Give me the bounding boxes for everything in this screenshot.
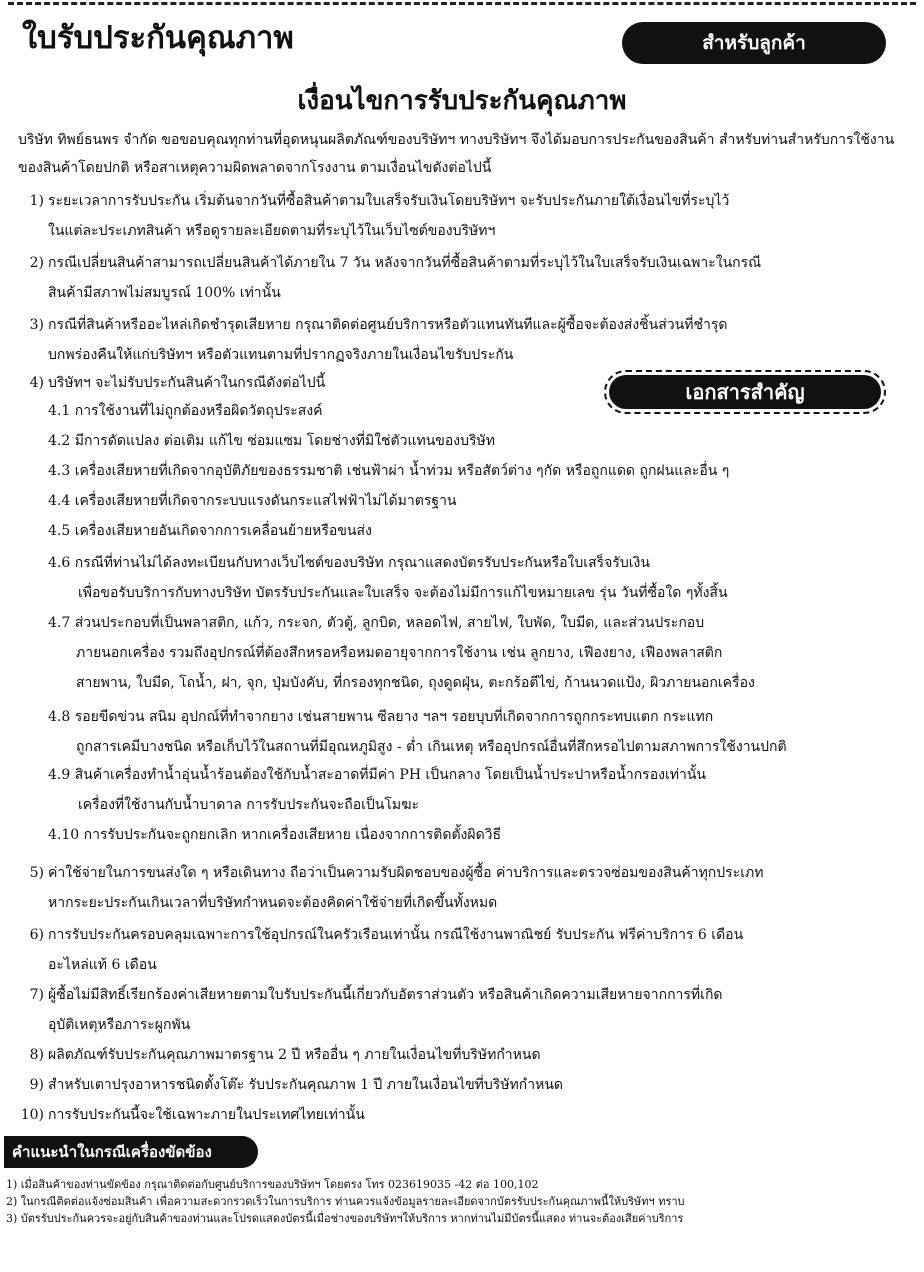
sub-item-line: 4.1 การใช้งานที่ไม่ถูกต้องหรือผิดวัตถุประสงค์: [48, 403, 323, 419]
sub-item-line: 4.2 มีการดัดแปลง ต่อเติม แก้ไข ซ่อมแซม โดยช่างที่มิใช่ตัวแทนของบริษัท: [48, 433, 495, 449]
item-number: 4): [29, 375, 44, 391]
item-line: หากระยะประกันเกินเวลาที่บริษัทกำหนดจะต้องคิดค่าใช้จ่ายที่เกิดขึ้นทั้งหมด: [48, 895, 498, 911]
sub-condition-item: [48, 426, 908, 456]
condition-item: [29, 368, 908, 398]
sub-item-line: เครื่องที่ใช้งานกับน้ำบาดาล การรับประกันจะถือเป็นโมฆะ: [78, 797, 420, 813]
item-line: กรณีเปลี่ยนสินค้าสามารถเปลี่ยนสินค้าได้ภายใน 7 วัน หลังจากวันที่ซื้อสินค้าตามที่ระบุไว้ในใบเสร็จรับเงินเฉพาะในกรณี: [48, 255, 762, 271]
item-line: ในแต่ละประเภทสินค้า หรือดูรายละเอียดตามที่ระบุไว้ในเว็บไซต์ของบริษัทฯ: [48, 223, 496, 239]
sub-condition-item: [48, 760, 908, 820]
item-number: 8): [29, 1047, 44, 1063]
item-line: การรับประกันนี้จะใช้เฉพาะภายในประเทศไทยเท่านั้น: [48, 1107, 365, 1123]
sub-item-line: ถูกสารเคมีบางชนิด หรือเก็บไว้ในสถานที่มีอุณหภูมิสูง - ต่ำ เกินเหตุ หรืออุปกรณ์อื่นที่สึกหรอไปตามสภาพการใช้งานปกติ: [76, 739, 787, 755]
sub-condition-item: [48, 516, 908, 546]
item-line: ผู้ซื้อไม่มีสิทธิ์เรียกร้องค่าเสียหายตามใบรับประกันนี้เกี่ยวกับอัตราส่วนตัว หรือสินค้าเกิดความเสียหายจากการที่เกิด: [48, 987, 723, 1003]
sub-condition-item: [48, 486, 908, 516]
item-number: 5): [29, 865, 44, 881]
condition-item: [29, 858, 908, 918]
sub-condition-item: [48, 702, 908, 762]
item-line: สินค้ามีสภาพไม่สมบูรณ์ 100% เท่านั้น: [48, 285, 281, 301]
sub-item-line: 4.10 การรับประกันจะถูกยกเลิก หากเครื่องเสียหาย เนื่องจากการติดตั้งผิดวิธี: [48, 827, 502, 843]
troubleshooting-note: 2) ในกรณีติดต่อแจ้งซ่อมสินค้า เพื่อความสะดวกรวดเร็วในการบริการ ท่านควรแจ้งข้อมูลรายละเอียดจากบัตรรับประกันคุณภาพนี้ให้บริษัทฯ ทราบ: [6, 1195, 685, 1208]
document-title: ใบรับประกันคุณภาพ: [22, 20, 294, 55]
item-line: บกพร่องคืนให้แก่บริษัทฯ หรือตัวแทนตามที่ปรากฏจริงภายในเงื่อนไขรับประกัน: [48, 347, 514, 363]
item-line: กรณีที่สินค้าหรืออะไหล่เกิดชำรุดเสียหาย กรุณาติดต่อศูนย์บริการหรือตัวแทนทันทีและผู้ซื้อจะต้องส่งชิ้นส่วนที่ชำรุด: [48, 317, 728, 333]
sub-condition-item: [48, 456, 908, 486]
important-document-label: เอกสารสำคัญ: [609, 375, 881, 409]
item-number: 9): [29, 1077, 44, 1093]
condition-item: [29, 1040, 908, 1070]
item-number: 6): [29, 927, 44, 943]
sub-item-line: 4.7 ส่วนประกอบที่เป็นพลาสติก, แก้ว, กระจก, ตัวตู้, ลูกบิด, หลอดไฟ, สายไฟ, ใบพัด, ใบมีด, และส่วนประกอบ: [48, 615, 705, 631]
sub-item-line: 4.8 รอยขีดข่วน สนิม อุปกณ์ที่ทำจากยาง เช่นสายพาน ซีลยาง ฯลฯ รอยบุบที่เกิดจากการถูกกระทบแตก กระแทก: [48, 709, 714, 725]
sub-item-line: ภายนอกเครื่อง รวมถึงอุปกรณ์ที่ต้องสึกหรอหรือหมดอายุจากการใช้งาน เช่น ลูกยาง, เฟืองยาง, เฟืองพลาสติก: [76, 645, 723, 661]
item-line: การรับประกันครอบคลุมเฉพาะการใช้อุปกรณ์ในครัวเรือนเท่านั้น กรณีใช้งานพาณิชย์ รับประกัน ฟรีค่าบริการ 6 เดือน: [48, 927, 744, 943]
sub-item-line: สายพาน, ใบมีด, โถน้ำ, ฝา, จุก, ปุ่มบังคับ, ที่กรองทุกชนิด, ถุงดูดฝุ่น, ตะกร้อตีไข่, ก้านนวดแป้ง, ผิวภายนอกเครื่อง: [76, 675, 755, 691]
top-dashed-border: [8, 2, 916, 5]
item-line: ค่าใช้จ่ายในการขนส่งใด ๆ หรือเดินทาง ถือว่าเป็นความรับผิดชอบของผู้ซื้อ ค่าบริการและตรวจซ่อมของสินค้าทุกประเภท: [48, 865, 764, 881]
condition-item: [29, 1070, 908, 1100]
condition-item: [29, 248, 908, 308]
condition-item: [29, 186, 908, 246]
sub-item-line: 4.3 เครื่องเสียหายที่เกิดจากอุบัติภัยของธรรมชาติ เช่นฟ้าผ่า น้ำท่วม หรือสัตว์ต่าง ๆกัด หรือถูกแดด ถูกฝนและอื่น ๆ: [48, 463, 730, 479]
sub-item-line: 4.5 เครื่องเสียหายอันเกิดจากการเคลื่อนย้ายหรือขนส่ง: [48, 523, 372, 539]
sub-item-line: 4.6 กรณีที่ท่านไม่ได้ลงทะเบียนกับทางเว็บไซต์ของบริษัท กรุณาแสดงบัตรรับประกันหรือใบเสร็จรับเงิน: [48, 555, 650, 571]
sub-item-line: 4.4 เครื่องเสียหายที่เกิดจากระบบแรงดันกระแสไฟฟ้าไม่ได้มาตรฐาน: [48, 493, 457, 509]
troubleshooting-note: 3) บัตรรับประกันควรจะอยู่กับสินค้าของท่านและโปรดแสดงบัตรนี้เมื่อช่างของบริษัทฯให้บริการ หากท่านไม่มีบัตรนี้แสดง ท่านจะต้องเสียค่าบริการ: [6, 1212, 684, 1225]
condition-item: [29, 980, 908, 1040]
item-line: สำหรับเตาปรุงอาหารชนิดตั้งโต๊ะ รับประกันคุณภาพ 1 ปี ภายในเงื่อนไขที่บริษัทกำหนด: [48, 1077, 563, 1093]
troubleshooting-note: 1) เมื่อสินค้าของท่านขัดข้อง กรุณาติดต่อกับศูนย์บริการของบริษัทฯ โดยตรง โทร 023619035 -42 ต่อ 100,102: [6, 1178, 539, 1191]
condition-item: [29, 310, 908, 370]
condition-item: [29, 920, 908, 980]
sub-item-line: เพื่อขอรับบริการกับทางบริษัท บัตรรับประกันและใบเสร็จ จะต้องไม่มีการแก้ไขหมายเลข รุ่น วันที่ซื้อใด ๆทั้งสิ้น: [78, 585, 728, 601]
item-line: อะไหล่แท้ 6 เดือน: [48, 957, 157, 973]
sub-condition-item: [48, 820, 908, 850]
item-line: บริษัทฯ จะไม่รับประกันสินค้าในกรณีดังต่อไปนี้: [48, 375, 326, 391]
conditions-heading: เงื่อนไขการรับประกันคุณภาพ: [297, 85, 627, 115]
item-number: 1): [29, 193, 44, 209]
sub-condition-item: [48, 608, 908, 698]
item-line: อุบัติเหตุหรือภาระผูกพัน: [48, 1017, 191, 1033]
item-line: ระยะเวลาการรับประกัน เริ่มต้นจากวันที่ซื้อสินค้าตามใบเสร็จรับเงินโดยบริษัทฯ จะรับประกันภายใต้เงื่อนไขที่ระบุไว้: [48, 193, 730, 209]
customer-copy-badge: สำหรับลูกค้า: [622, 22, 886, 64]
intro-paragraph: บริษัท ทิพย์ธนพร จำกัด ขอขอบคุณทุกท่านที่อุดหนุนผลิตภัณฑ์ของบริษัทฯ ทางบริษัทฯ จึงได้มอบการประกันของสินค้า สำหรับท่านสำหรับการใช้งานของสินค้าโดยปกติ หรือสาเหตุความผิดพลาดจากโรงงาน ตามเงื่อนไขดังต่อไปนี้: [18, 132, 895, 176]
troubleshooting-heading: คำแนะนำในกรณีเครื่องขัดข้อง: [4, 1136, 258, 1168]
sub-condition-item: [48, 548, 908, 608]
item-number: 2): [29, 255, 44, 271]
item-line: ผลิตภัณฑ์รับประกันคุณภาพมาตรฐาน 2 ปี หรืออื่น ๆ ภายในเงื่อนไขที่บริษัทกำหนด: [48, 1047, 541, 1063]
item-number: 3): [29, 317, 44, 333]
condition-item: [20, 1100, 908, 1130]
sub-condition-item: [48, 396, 908, 426]
sub-item-line: 4.9 สินค้าเครื่องทำน้ำอุ่นน้ำร้อนต้องใช้กับน้ำสะอาดที่มีค่า PH เป็นกลาง โดยเป็นน้ำประปาหรือน้ำกรองเท่านั้น: [48, 767, 706, 783]
item-number: 10): [20, 1107, 44, 1123]
item-number: 7): [29, 987, 44, 1003]
